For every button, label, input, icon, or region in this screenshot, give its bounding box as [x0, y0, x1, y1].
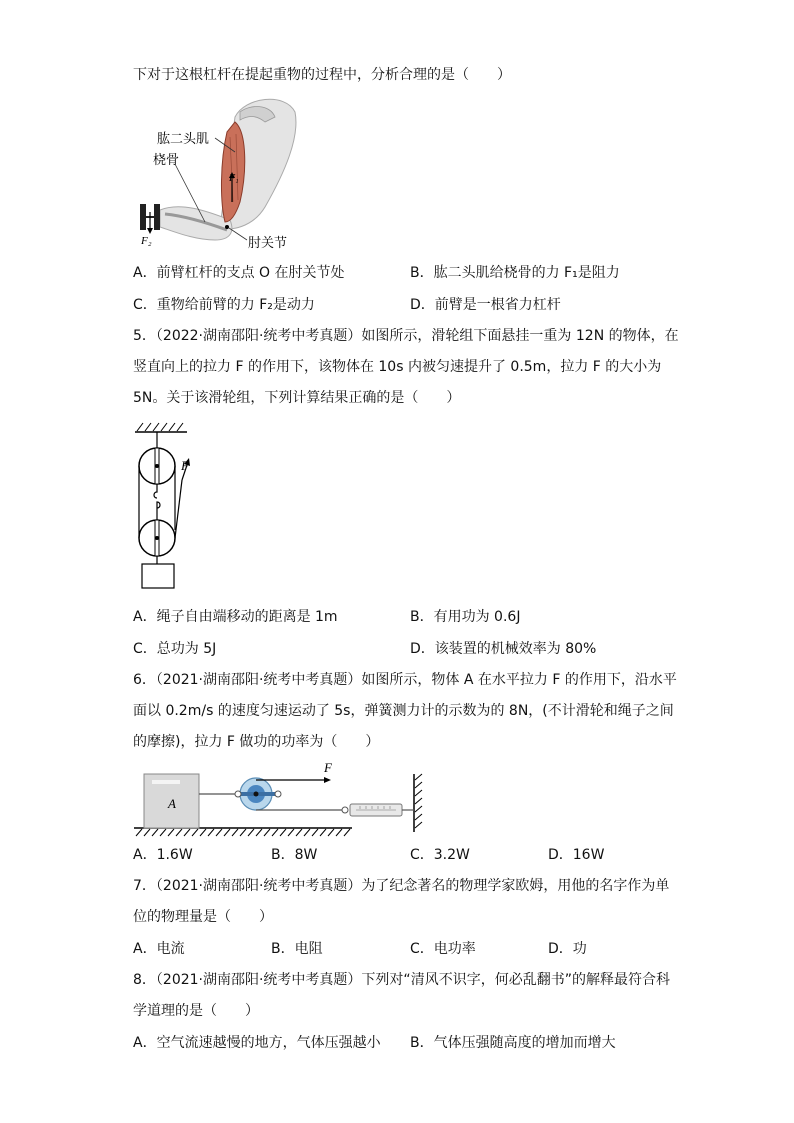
q8-line-1: 8．（2021·湖南邵阳·统考中考真题）下列对“清风不识字，何必乱翻书”的解释最符合科 [133, 972, 670, 988]
q8-option-b: B．气体压强随高度的增加而增大 [410, 1035, 616, 1051]
block-a-label: A [168, 796, 176, 811]
label-elbow: 肘关节 [248, 235, 288, 250]
q5-option-b: B．有用功为 0.6J [410, 609, 521, 625]
q5-option-c: C．总功为 5J [133, 641, 217, 657]
q6-option-c: C．3.2W [410, 847, 470, 863]
q8-option-a: A．空气流速越慢的地方，气体压强越小 [133, 1035, 381, 1051]
q5-line-3: 5N。关于该滑轮组，下列计算结果正确的是（ ） [133, 390, 461, 406]
label-f2: F₂ [141, 235, 152, 247]
q6-option-b: B．8W [271, 847, 318, 863]
q7-option-c: C．电功率 [410, 941, 476, 957]
q7-option-b: B．电阻 [271, 941, 323, 957]
q7-option-a: A．电流 [133, 941, 185, 957]
q5-option-d: D．该装置的机械效率为 80% [410, 641, 597, 657]
q4-option-a: A．前臂杠杆的支点 O 在肘关节处 [133, 265, 345, 281]
q6-line-2: 面以 0.2m/s 的速度匀速运动了 5s，弹簧测力计的示数为的 8N，(不计滑轮和绳子之间 [133, 703, 674, 719]
arm-lever-figure [135, 92, 315, 252]
q7-line-1: 7．（2021·湖南邵阳·统考中考真题）为了纪念著名的物理学家欧姆，用他的名字作为单 [133, 878, 670, 894]
label-f1: F₁ [229, 173, 239, 184]
q4-option-d: D．前臂是一根省力杠杆 [410, 297, 561, 313]
label-radius: 桡骨 [153, 152, 180, 167]
q5-option-a: A．绳子自由端移动的距离是 1m [133, 609, 338, 625]
label-biceps: 肱二头肌 [157, 131, 210, 146]
question-intro: 下对于这根杠杆在提起重物的过程中，分析合理的是（ ） [133, 67, 511, 83]
q6-line-1: 6．（2021·湖南邵阳·统考中考真题）如图所示，物体 A 在水平拉力 F 的作用下，沿水平 [133, 672, 677, 688]
q7-line-2: 位的物理量是（ ） [133, 909, 273, 925]
pulley-figure [132, 420, 202, 592]
horizontal-pulley-figure [132, 760, 432, 840]
q8-line-2: 学道理的是（ ） [133, 1003, 259, 1019]
pulley-f-arrow-label: F [324, 760, 332, 775]
q4-option-c: C．重物给前臂的力 F₂是动力 [133, 297, 315, 313]
q6-option-d: D．16W [548, 847, 605, 863]
q6-option-a: A．1.6W [133, 847, 193, 863]
q4-option-b: B．肱二头肌给桡骨的力 F₁是阻力 [410, 265, 620, 281]
q5-line-1: 5．（2022·湖南邵阳·统考中考真题）如图所示，滑轮组下面悬挂一重为 12N 的物体，在 [133, 328, 679, 344]
q6-line-3: 的摩擦)，拉力 F 做功的功率为（ ） [133, 734, 380, 750]
q7-option-d: D．功 [548, 941, 587, 957]
q5-line-2: 竖直向上的拉力 F 的作用下，该物体在 10s 内被匀速提升了 0.5m，拉力 F 的大小为 [133, 359, 662, 375]
pulley-f-label: F [181, 458, 189, 473]
